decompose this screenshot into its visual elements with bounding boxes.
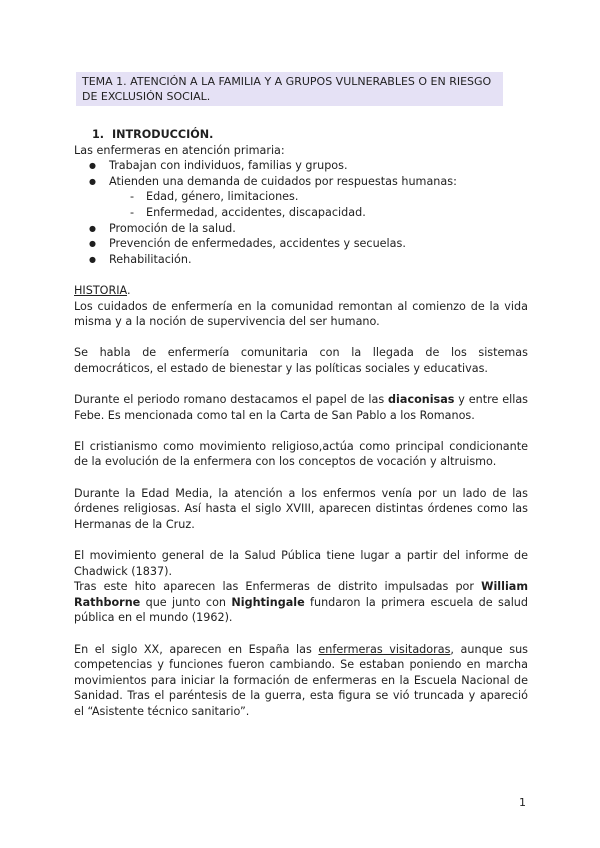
intro-bullet-list-continued — [74, 221, 528, 268]
document-title: TEMA 1. ATENCIÓN A LA FAMILIA Y A GRUPOS VULNERABLES O EN RIESGO DE EXCLUSIÓN SOCIAL. — [76, 72, 503, 106]
paragraph: Durante el periodo romano destacamos el papel de las diaconisas y entre ellas Febe. Es mencionada como tal en la Carta de San Pablo a los Romanos. — [74, 393, 529, 422]
paragraph: Tras este hito aparecen las Enfermeras de distrito impulsadas por William Rathborne que junto con Nightingale fundaron la primera escuela de salud pública en el mundo (1962). — [74, 580, 528, 625]
section-title: INTRODUCCIÓN. — [112, 128, 214, 141]
list-item: ● Prevención de enfermedades, accidentes y secuelas. — [74, 236, 528, 252]
sub-list-item: - Enfermedad, accidentes, discapacidad. — [74, 205, 528, 221]
paragraph: En el siglo XX, aparecen en España las enfermeras visitadoras, aunque sus competencias y funciones fueron cambiando. Se estaban poniendo en marcha movimientos para iniciar la formación de enfermeras en la Escuela Nacional de Sanidad. Tras el paréntesis de la guerra, esta figura se vió truncada y apareció el “Asistente técnico sanitario”. — [74, 642, 528, 718]
historia-heading: HISTORIA. — [74, 283, 131, 297]
paragraph: El movimiento general de la Salud Pública tiene lugar a partir del informe de Chadwick (1837). — [74, 549, 528, 578]
paragraph: El cristianismo como movimiento religioso,actúa como principal condicionante de la evolución de la enfermera con los conceptos de vocación y altruismo. — [74, 439, 528, 469]
sub-list-item: - Edad, género, limitaciones. — [74, 189, 528, 205]
sub-list — [74, 189, 528, 220]
intro-bullet-list — [74, 158, 528, 189]
list-item: ● Rehabilitación. — [74, 252, 528, 268]
section-number: 1. — [92, 128, 105, 141]
paragraph: Se habla de enfermería comunitaria con la llegada de los sistemas democráticos, el estado de bienestar y las políticas sociales y educativas. — [74, 346, 528, 375]
list-item: ● Trabajan con individuos, familias y grupos. — [74, 158, 528, 174]
page-number: 1 — [519, 796, 526, 809]
list-item: ● Atienden una demanda de cuidados por respuestas humanas: — [74, 174, 528, 190]
section-heading — [74, 127, 528, 143]
document-body — [74, 127, 528, 720]
paragraph: Los cuidados de enfermería en la comunidad remontan al comienzo de la vida misma y a la noción de supervivencia del ser humano. — [74, 299, 528, 329]
paragraph: Durante la Edad Media, la atención a los enfermos venía por un lado de las órdenes religiosas. Así hasta el siglo XVIII, aparecen distintas órdenes como las Hermanas de la Cruz. — [74, 486, 528, 531]
intro-text: Las enfermeras en atención primaria: — [74, 143, 285, 157]
list-item: ● Promoción de la salud. — [74, 221, 528, 237]
